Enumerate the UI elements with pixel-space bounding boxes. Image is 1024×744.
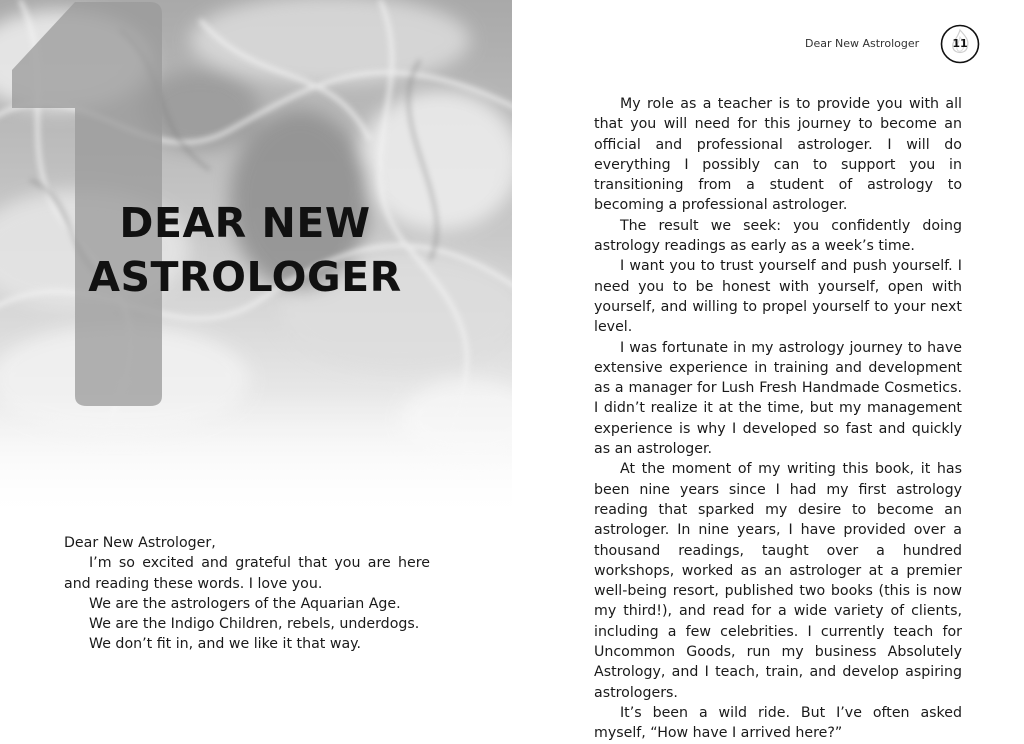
paragraph: At the moment of my writing this book, it has been nine years since I had my first astrology reading that sparked my desire to become an astrologer. In nine years, I have provided over a thousand readings, taught over a hundred workshops, worked as an astrologer at a premier well-being resort, published two books (this is now my third!), and read for a wide variety of clients, including a few celebrities. I currently teach for Uncommon Goods, run my business Absolutely Astrology, and I teach, train, and develop aspiring astrologers.: [594, 461, 962, 701]
paragraph: We are the astrologers of the Aquarian Age.: [89, 595, 401, 612]
paragraph: I’m so excited and grateful that you are here and reading these words. I love you.: [64, 555, 430, 592]
page-number: 11: [952, 37, 968, 50]
right-body-text: [594, 94, 962, 744]
chapter-title: [0, 196, 490, 304]
paragraph: We are the Indigo Children, rebels, underdogs.: [89, 616, 420, 633]
right-page: [512, 0, 1024, 742]
left-page: [0, 0, 512, 717]
running-head: Dear New Astrologer: [805, 37, 920, 50]
paragraph: I want you to trust yourself and push yourself. I need you to be honest with yourself, open with yourself, and willing to propel yourself to your next level.: [594, 258, 962, 336]
smoke-hero-image: [0, 0, 512, 520]
salutation: Dear New Astrologer,: [64, 535, 216, 551]
paragraph: It’s been a wild ride. But I’ve often asked myself, “How have I arrived here?”: [594, 704, 962, 742]
paragraph: The result we seek: you confidently doing astrology readings as early as a week’s time.: [594, 217, 962, 255]
paragraph: My role as a teacher is to provide you with all that you will need for this journey to become an official and professional astrologer. I will do everything I possibly can to support you in transitioning from a student of astrology to becoming a professional astrologer.: [594, 96, 962, 214]
chapter-title-line-1: DEAR NEW: [119, 199, 371, 247]
paragraph: We don’t fit in, and we like it that way.: [89, 636, 362, 653]
chapter-title-line-2: ASTROLOGER: [88, 253, 402, 301]
paragraph: I was fortunate in my astrology journey to have extensive experience in training and development as a manager for Lush Fresh Handmade Cosmetics. I didn’t realize it at the time, but my management experience is why I developed so fast and quickly as an astrologer.: [594, 339, 962, 458]
left-body-text: [64, 533, 430, 655]
page-number-badge: [940, 24, 980, 64]
